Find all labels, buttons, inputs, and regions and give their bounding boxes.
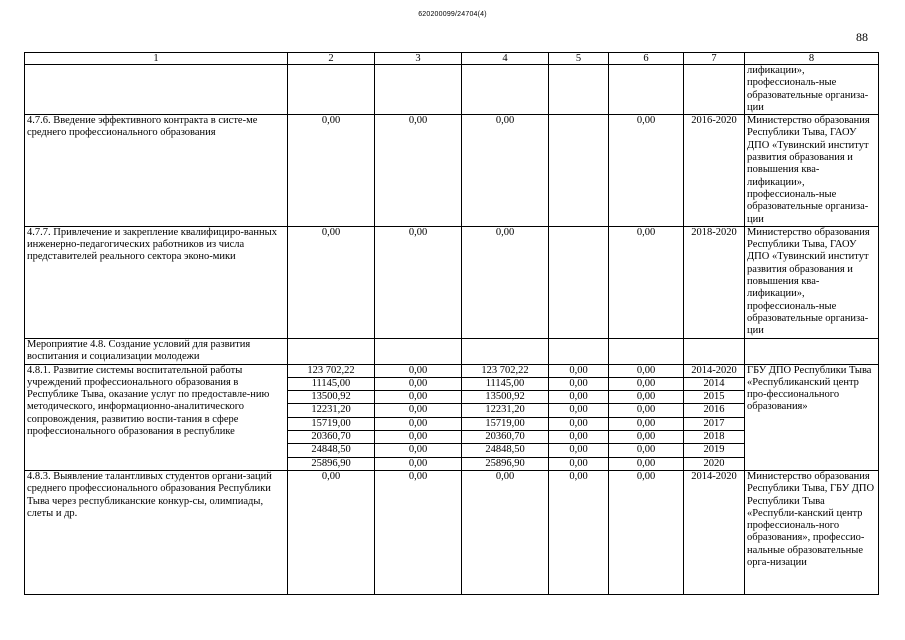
period-cell: 2019 <box>684 444 745 457</box>
value-cell: 123 702,22 <box>288 364 375 377</box>
value-cell: 0,00 <box>549 431 609 444</box>
value-cell: 0,00 <box>609 226 684 338</box>
measure-name: 4.7.7. Привлечение и закрепление квалифициро-ванных инженерно-педагогических работников из числа представителей реального сектора эконо-мики <box>25 226 288 338</box>
value-cell: 0,00 <box>609 115 684 227</box>
value-cell: 0,00 <box>375 470 462 594</box>
value-cell: 0,00 <box>609 391 684 404</box>
value-cell: 0,00 <box>462 226 549 338</box>
value-cell: 12231,20 <box>288 404 375 417</box>
col-header-1: 1 <box>25 53 288 65</box>
value-cell: 0,00 <box>549 470 609 594</box>
value-cell: 0,00 <box>375 457 462 470</box>
value-cell: 0,00 <box>549 404 609 417</box>
table-row <box>25 364 879 377</box>
value-cell: 20360,70 <box>288 431 375 444</box>
value-cell: 15719,00 <box>288 417 375 430</box>
value-cell: 0,00 <box>609 431 684 444</box>
value-cell: 0,00 <box>609 417 684 430</box>
col-header-5: 5 <box>549 53 609 65</box>
measure-name: 4.8.1. Развитие системы воспитательной работы учреждений профессионального образования в Республике Тыва, оказание услуг по предоставле-нию методического, информационно-аналитического сопровождения, развитию воспи-тания в сфере профессионального образования в республике <box>25 364 288 470</box>
value-cell: 0,00 <box>609 377 684 390</box>
col-header-2: 2 <box>288 53 375 65</box>
period-cell: 2016-2020 <box>684 115 745 227</box>
value-cell: 123 702,22 <box>462 364 549 377</box>
col-header-3: 3 <box>375 53 462 65</box>
measure-name: 4.7.6. Введение эффективного контракта в систе-ме среднего профессионального образования <box>25 115 288 227</box>
value-cell: 0,00 <box>609 470 684 594</box>
value-cell: 24848,50 <box>462 444 549 457</box>
value-cell: 0,00 <box>609 457 684 470</box>
value-cell: 0,00 <box>462 115 549 227</box>
value-cell: 0,00 <box>375 417 462 430</box>
value-cell: 0,00 <box>375 391 462 404</box>
executor-cell: Министерство образования Республики Тыва, ГАОУ ДПО «Тувинский институт развития образования и повышения ква-лификации», профессиональ-ные образовательные организа-ции <box>745 226 879 338</box>
value-cell: 0,00 <box>549 364 609 377</box>
period-cell: 2015 <box>684 391 745 404</box>
period-cell: 2018 <box>684 431 745 444</box>
value-cell: 15719,00 <box>462 417 549 430</box>
period-cell: 2018-2020 <box>684 226 745 338</box>
value-cell: 0,00 <box>375 226 462 338</box>
value-cell: 0,00 <box>288 115 375 227</box>
value-cell: 11145,00 <box>288 377 375 390</box>
value-cell <box>549 226 609 338</box>
value-cell: 0,00 <box>375 364 462 377</box>
executor-cell: ГБУ ДПО Республики Тыва «Республиканский центр про-фессионального образования» <box>745 364 879 470</box>
value-cell: 0,00 <box>375 444 462 457</box>
value-cell: 25896,90 <box>462 457 549 470</box>
col-header-8: 8 <box>745 53 879 65</box>
executor-cell: Министерство образования Республики Тыва, ГБУ ДПО Республики Тыва «Республи-канский центр профессиональ-ного образования», профессио-нальные образовательные орга-низации <box>745 470 879 594</box>
executor-cell: лификации», профессиональ-ные образовательные организа-ции <box>745 65 879 115</box>
value-cell: 11145,00 <box>462 377 549 390</box>
value-cell: 13500,92 <box>288 391 375 404</box>
value-cell: 0,00 <box>549 377 609 390</box>
value-cell: 0,00 <box>549 417 609 430</box>
document-code: 620200099/24704(4) <box>418 11 487 18</box>
table-row <box>25 115 879 227</box>
value-cell: 0,00 <box>375 431 462 444</box>
value-cell: 0,00 <box>609 404 684 417</box>
col-header-7: 7 <box>684 53 745 65</box>
value-cell: 0,00 <box>549 391 609 404</box>
table-row <box>25 226 879 338</box>
table-row <box>25 65 879 115</box>
period-cell: 2017 <box>684 417 745 430</box>
header-row <box>25 53 879 65</box>
value-cell: 12231,20 <box>462 404 549 417</box>
value-cell: 0,00 <box>462 470 549 594</box>
measure-name: 4.8.3. Выявление талантливых студентов органи-заций среднего профессионального образования Республики Тыва через республиканские конкур-сы, олимпиады, слеты и др. <box>25 470 288 594</box>
value-cell: 0,00 <box>549 444 609 457</box>
value-cell: 0,00 <box>609 444 684 457</box>
period-cell: 2014 <box>684 377 745 390</box>
period-cell: 2016 <box>684 404 745 417</box>
value-cell: 25896,90 <box>288 457 375 470</box>
period-cell: 2014-2020 <box>684 470 745 594</box>
table-row <box>25 470 879 594</box>
value-cell: 0,00 <box>288 470 375 594</box>
value-cell: 0,00 <box>609 364 684 377</box>
section-title: Мероприятие 4.8. Создание условий для развития воспитания и социализации молодежи <box>25 338 288 364</box>
value-cell: 0,00 <box>549 457 609 470</box>
section-row <box>25 338 879 364</box>
period-cell: 2020 <box>684 457 745 470</box>
value-cell: 24848,50 <box>288 444 375 457</box>
page-number: 88 <box>856 30 868 44</box>
value-cell: 13500,92 <box>462 391 549 404</box>
program-table <box>24 52 879 595</box>
period-cell: 2014-2020 <box>684 364 745 377</box>
value-cell: 0,00 <box>375 377 462 390</box>
value-cell: 0,00 <box>375 404 462 417</box>
col-header-4: 4 <box>462 53 549 65</box>
value-cell <box>549 115 609 227</box>
executor-cell: Министерство образования Республики Тыва, ГАОУ ДПО «Тувинский институт развития образования и повышения ква-лификации», профессиональ-ные образовательные организа-ции <box>745 115 879 227</box>
col-header-6: 6 <box>609 53 684 65</box>
value-cell: 20360,70 <box>462 431 549 444</box>
value-cell: 0,00 <box>288 226 375 338</box>
value-cell: 0,00 <box>375 115 462 227</box>
